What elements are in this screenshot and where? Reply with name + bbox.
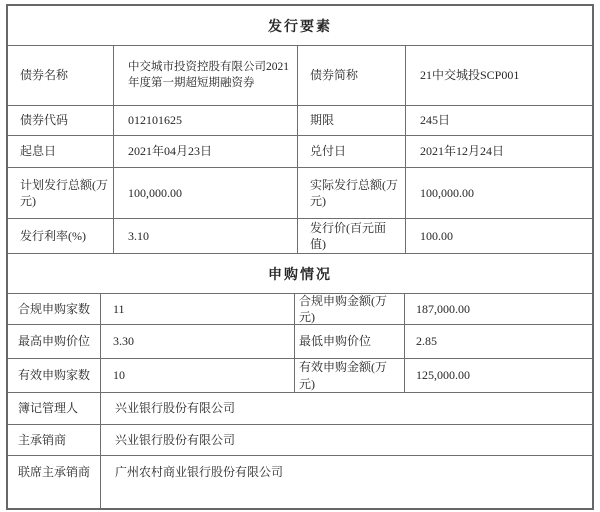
bond-abbr-label: 债券简称 <box>298 46 406 105</box>
compliant-bid-count-value: 11 <box>101 294 295 324</box>
value-date-label: 起息日 <box>8 136 114 167</box>
bond-code-label: 债券代码 <box>8 106 114 135</box>
table-row <box>8 359 592 393</box>
issuance-section-header <box>8 6 592 46</box>
highest-bid-price-value: 3.30 <box>101 325 295 358</box>
compliant-bid-count-label: 合规申购家数 <box>8 294 101 324</box>
term-label: 期限 <box>298 106 406 135</box>
table-row <box>8 219 592 254</box>
lead-underwriter-label: 主承销商 <box>8 425 101 455</box>
table-row <box>8 425 592 456</box>
bond-code-value: 012101625 <box>114 106 298 135</box>
bond-abbr-value: 21中交城投SCP001 <box>420 68 520 83</box>
compliant-bid-amount-value: 187,000.00 <box>416 301 470 316</box>
lowest-bid-price-label: 最低申购价位 <box>295 325 405 358</box>
bond-name-value: 中交城市投资控股有限公司2021年度第一期超短期融资券 <box>114 46 298 105</box>
lead-underwriter-value: 兴业银行股份有限公司 <box>115 432 236 447</box>
planned-amount-label: 计划发行总额(万元) <box>8 168 114 218</box>
value-date-value: 2021年04月23日 <box>114 136 298 167</box>
issue-price-value: 100.00 <box>420 228 453 243</box>
redemption-date-label: 兑付日 <box>298 136 406 167</box>
valid-bid-amount-value: 125,000.00 <box>416 368 470 383</box>
table-row <box>8 106 592 136</box>
issue-price-label: 发行价(百元面值) <box>298 219 406 253</box>
planned-amount-value: 100,000.00 <box>114 168 298 218</box>
bookrunner-value: 兴业银行股份有限公司 <box>115 401 236 416</box>
issuance-section-title: 发行要素 <box>268 19 332 35</box>
subscription-section-title: 申购情况 <box>268 267 332 283</box>
table-row <box>8 294 592 325</box>
compliant-bid-amount-label: 合规申购金额(万元) <box>295 294 405 324</box>
bond-issuance-table <box>6 4 594 510</box>
lowest-bid-price-value: 2.85 <box>416 334 437 349</box>
table-row <box>8 168 592 219</box>
joint-lead-underwriter-label: 联席主承销商 <box>8 456 101 508</box>
bond-name-label: 债券名称 <box>8 46 114 105</box>
joint-lead-underwriter-value: 广州农村商业银行股份有限公司 <box>115 465 284 479</box>
valid-bid-amount-label: 有效申购金额(万元) <box>295 359 405 392</box>
valid-bid-count-value: 10 <box>101 359 295 392</box>
table-row <box>8 136 592 168</box>
highest-bid-price-label: 最高申购价位 <box>8 325 101 358</box>
coupon-rate-value: 3.10 <box>114 219 298 253</box>
term-value: 245日 <box>420 113 451 128</box>
table-row <box>8 393 592 425</box>
subscription-section-header <box>8 254 592 294</box>
table-row <box>8 456 592 508</box>
valid-bid-count-label: 有效申购家数 <box>8 359 101 392</box>
bookrunner-label: 簿记管理人 <box>8 393 101 424</box>
redemption-date-value: 2021年12月24日 <box>420 144 505 159</box>
table-row <box>8 46 592 106</box>
coupon-rate-label: 发行利率(%) <box>8 219 114 253</box>
table-row <box>8 325 592 359</box>
actual-amount-value: 100,000.00 <box>420 185 474 200</box>
actual-amount-label: 实际发行总额(万元) <box>298 168 406 218</box>
